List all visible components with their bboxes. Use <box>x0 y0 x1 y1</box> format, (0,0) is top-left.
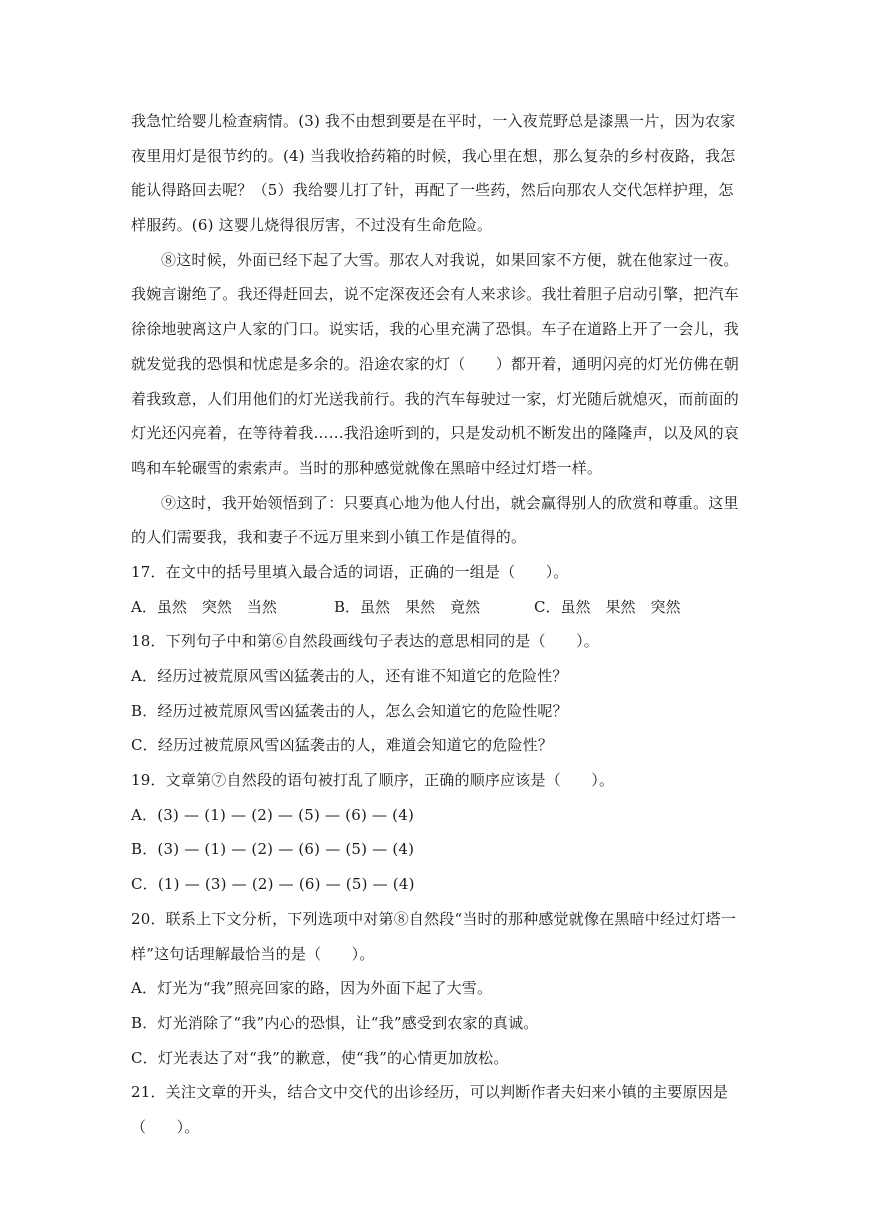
text-line: ⑨这时，我开始领悟到了：只要真心地为他人付出，就会赢得别人的欣赏和尊重。这里 <box>161 493 739 512</box>
text-line: 样服药。(6) 这婴儿烧得很厉害，不过没有生命危险。 <box>131 216 493 235</box>
text-line: 灯光还闪亮着，在等待着我……我沿途听到的，只是发动机不断发出的隆隆声，以及风的哀 <box>131 424 740 443</box>
text-line: 鸣和车轮碾雪的索索声。当时的那种感觉就像在黑暗中经过灯塔一样。 <box>131 458 603 477</box>
question-options <box>131 590 743 625</box>
option-b: B．经历过被荒原风雪凶猛袭击的人，怎么会知道它的危险性呢？ <box>131 701 568 720</box>
document-page <box>131 104 743 1145</box>
question-stem: 17．在文中的括号里填入最合适的词语，正确的一组是（ ）。 <box>131 562 569 581</box>
option-a: A．虽然 突然 当然 <box>131 597 277 616</box>
text-line: 我婉言谢绝了。我还得赶回去，说不定深夜还会有人来求诊。我壮着胆子启动引擎，把汽车 <box>131 285 740 304</box>
question-stem: 18．下列句子中和第⑥自然段画线句子表达的意思相同的是（ ）。 <box>131 632 599 651</box>
passage-paragraph-9 <box>131 486 743 555</box>
option-a: A．经历过被荒原风雪凶猛袭击的人，还有谁不知道它的危险性？ <box>131 667 568 685</box>
option-c: C．经历过被荒原风雪凶猛袭击的人，难道会知道它的危险性？ <box>131 736 554 755</box>
text-line: 着我致意，人们用他们的灯光送我前行。我的汽车每驶过一家，灯光随后就熄灭，而前面的 <box>131 389 740 408</box>
option-c: C．虽然 果然 突然 <box>534 597 681 616</box>
question-17 <box>131 555 743 624</box>
passage-paragraph-8 <box>131 243 743 486</box>
question-20 <box>131 902 743 1075</box>
text-line: ⑧这时候，外面已经下起了大雪。那农人对我说，如果回家不方便，就在他家过一夜。 <box>161 250 739 269</box>
question-stem: 21．关注文章的开头，结合文中交代的出诊经历，可以判断作者夫妇来小镇的主要原因是 <box>131 1083 729 1102</box>
question-19 <box>131 763 743 902</box>
passage-paragraph-7 <box>131 104 743 243</box>
question-stem: 样”这句话理解最恰当的是（ ）。 <box>131 944 375 963</box>
question-stem: （ ）。 <box>131 1117 200 1136</box>
text-line: 夜里用灯是很节约的。(4) 当我收拾药箱的时候，我心里在想，那么复杂的乡村夜路，我怎 <box>131 146 736 165</box>
option-b: B．灯光消除了“我”内心的恐惧，让“我”感受到农家的真诚。 <box>131 1013 539 1032</box>
question-18 <box>131 624 743 763</box>
option-b: B．虽然 果然 竟然 <box>334 597 481 616</box>
option-a: A．灯光为“我”照亮回家的路，因为外面下起了大雪。 <box>131 979 493 998</box>
text-line: 就发觉我的恐惧和忧虑是多余的。沿途农家的灯（ ）都开着，通明闪亮的灯光仿佛在朝 <box>131 354 740 373</box>
option-b: B．(3) — (1) — (2) — (6) — (5) — (4) <box>131 840 415 859</box>
option-a: A．(3) — (1) — (2) — (5) — (6) — (4) <box>131 805 414 824</box>
option-c: C．灯光表达了对“我”的歉意，使“我”的心情更加放松。 <box>131 1048 509 1067</box>
question-stem: 19．文章第⑦自然段的语句被打乱了顺序，正确的顺序应该是（ ）。 <box>131 771 615 790</box>
text-line: 我急忙给婴儿检查病情。(3) 我不由想到要是在平时，一入夜荒野总是漆黑一片，因为农家 <box>131 112 736 130</box>
text-line: 徐徐地驶离这户人家的门口。说实话，我的心里充满了恐惧。车子在道路上开了一会儿，我 <box>131 320 740 339</box>
question-21 <box>131 1075 743 1144</box>
option-c: C．(1) — (3) — (2) — (6) — (5) — (4) <box>131 875 415 894</box>
question-stem: 20．联系上下文分析，下列选项中对第⑧自然段“当时的那种感觉就像在黑暗中经过灯塔一 <box>131 909 736 928</box>
text-line: 能认得路回去呢？（5）我给婴儿打了针，再配了一些药，然后向那农人交代怎样护理，怎 <box>131 181 734 200</box>
text-line: 的人们需要我，我和妻子不远万里来到小镇工作是值得的。 <box>131 528 527 547</box>
